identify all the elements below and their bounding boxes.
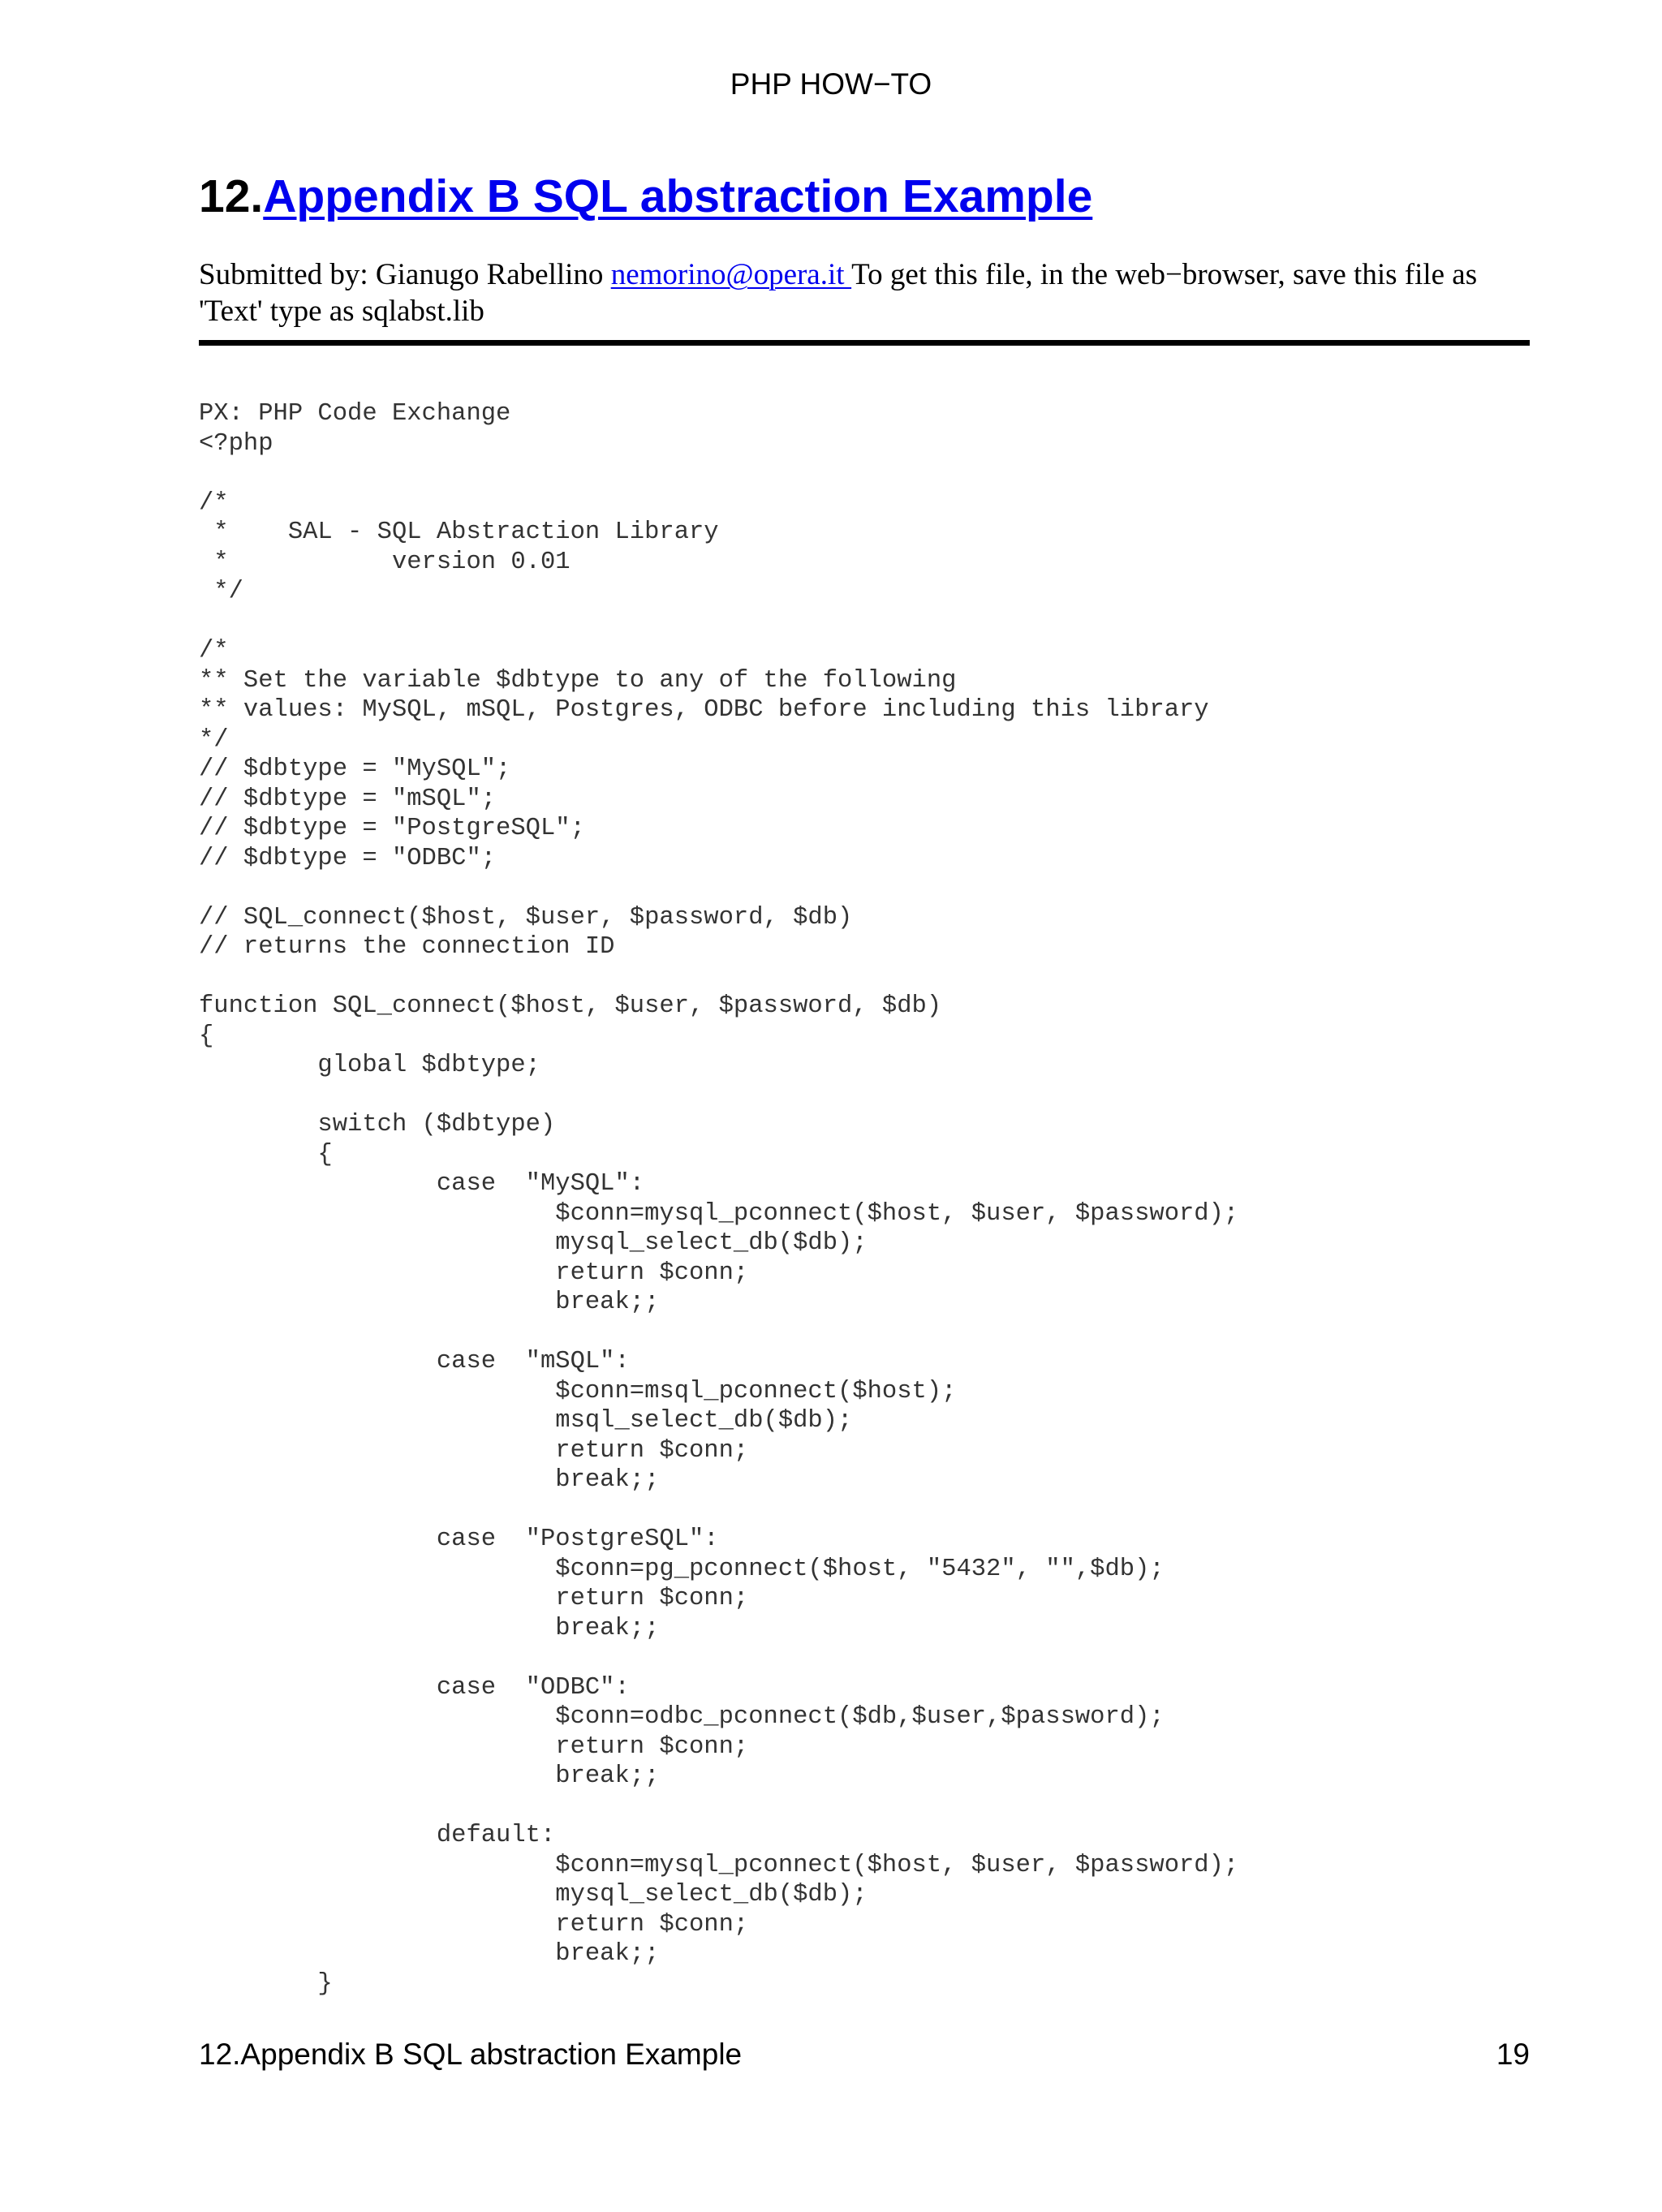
chapter-number: 12. — [199, 170, 264, 222]
page-number: 19 — [1496, 2038, 1530, 2071]
intro-prefix: Submitted by: Gianugo Rabellino — [199, 258, 611, 291]
running-header: PHP HOW−TO — [730, 67, 932, 101]
intro-paragraph — [199, 256, 1530, 329]
code-listing: PX: PHP Code Exchange <?php /* * SAL - SQL Abstraction Library * version 0.01 */ /* ** Set the variable $dbtype to any of the following ** values: MySQL, mSQL, Postgres, ODBC before including this library */ // $dbtype = "MySQL"; // $dbtype = "mSQL"; // $dbtype = "PostgreSQL"; // $dbtype = "ODBC"; // SQL_connect($host, $user, $password, $db) // returns the connection ID function SQL_connect($host, $user, $password, $db) { global $dbtype; switch ($dbtype) { case "MySQL": $conn=mysql_pconnect($host, $user, $password); mysql_select_db($db); return $conn; break;; case "mSQL": $conn=msql_pconnect($host); msql_select_db($db); return $conn; break;; case "PostgreSQL": $conn=pg_pconnect($host, "5432", "",$db); return $conn; break;; case "ODBC": $conn=odbc_pconnect($db,$user,$password); return $conn; break;; default: $conn=mysql_pconnect($host, $user, $password); mysql_select_db($db); return $conn; break;; } — [199, 400, 1239, 1998]
chapter-title — [199, 167, 1092, 226]
email-link[interactable]: nemorino@opera.it — [610, 258, 852, 291]
intro-suffix: To get this file, in the web−browser, save this file as 'Text' type as sqlabst.lib — [199, 258, 1478, 328]
footer-section-title: 12.Appendix B SQL abstraction Example — [199, 2038, 743, 2071]
chapter-title-link[interactable]: Appendix B SQL abstraction Example — [263, 170, 1093, 222]
section-divider — [199, 340, 1530, 346]
